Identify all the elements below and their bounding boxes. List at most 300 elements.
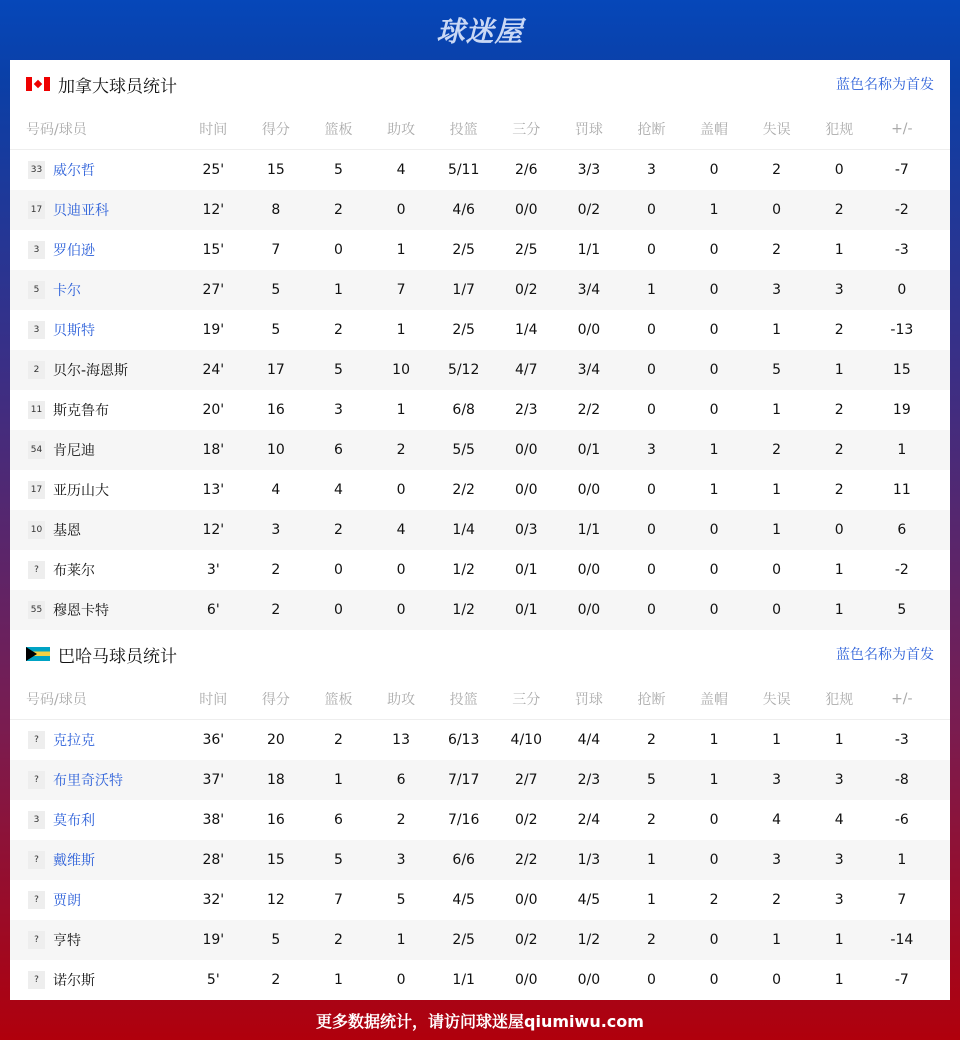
player-row xyxy=(10,390,950,430)
player-row xyxy=(10,230,950,270)
stat-cell: 12' xyxy=(202,522,225,538)
stat-cell: 28' xyxy=(202,852,225,868)
stat-cell: 1 xyxy=(334,282,343,298)
player-row xyxy=(10,760,950,800)
stat-cell: 0 xyxy=(709,932,719,948)
stat-cell: 5/11 xyxy=(447,162,480,178)
jersey-number-icon: 3 xyxy=(28,241,45,259)
stat-cell: 0/1 xyxy=(515,602,538,618)
player-name[interactable]: 克拉克 xyxy=(53,733,95,749)
stat-cell: 2 xyxy=(334,322,343,338)
stat-cell: 36' xyxy=(202,732,225,748)
stat-cell: 0 xyxy=(396,482,406,498)
stat-cell: 1 xyxy=(772,482,782,498)
column-header: 罚球 xyxy=(574,121,603,138)
stat-cell: 0 xyxy=(646,602,656,618)
jersey-number-icon: 17 xyxy=(28,201,45,219)
stat-cell: 0 xyxy=(709,562,719,578)
stat-cell: 2 xyxy=(271,602,281,618)
stat-cell: 2/4 xyxy=(577,812,601,828)
stat-cell: 19' xyxy=(202,322,225,338)
stat-cell: 1 xyxy=(834,602,844,618)
column-header: 投篮 xyxy=(449,121,478,138)
stat-cell: 4/5 xyxy=(452,892,475,908)
stat-cell: 1/2 xyxy=(577,932,601,948)
stat-cell: 1 xyxy=(709,732,719,748)
column-header: 盖帽 xyxy=(700,691,729,708)
column-header: 篮板 xyxy=(324,691,353,708)
player-row xyxy=(10,880,950,920)
stat-cell: 0/0 xyxy=(515,972,538,988)
stat-cell: 0 xyxy=(646,402,656,418)
stat-cell: 0 xyxy=(834,522,844,538)
stat-cell: 1 xyxy=(709,442,719,458)
stat-cell: 10 xyxy=(392,362,410,378)
stat-cell: 1 xyxy=(396,402,406,418)
stat-cell: 0/0 xyxy=(515,892,538,908)
stat-cell: 2/2 xyxy=(577,402,601,418)
stat-cell: 3 xyxy=(772,282,782,298)
stat-cell: 2 xyxy=(834,322,844,338)
stat-cell: 25' xyxy=(202,162,225,178)
stat-cell: 4/6 xyxy=(452,202,475,218)
player-name[interactable]: 肯尼迪 xyxy=(53,443,95,459)
top-bar xyxy=(0,0,960,60)
stat-cell: 13' xyxy=(202,482,225,498)
player-row xyxy=(10,590,950,630)
jersey-number-icon: ? xyxy=(28,971,45,989)
player-name[interactable]: 戴维斯 xyxy=(53,853,95,869)
stat-cell: 0 xyxy=(709,812,719,828)
stat-cell: 1 xyxy=(834,732,844,748)
stat-cell: 0 xyxy=(334,562,343,578)
stat-cell: 0/0 xyxy=(515,482,538,498)
stat-cell: 0 xyxy=(709,972,719,988)
stat-cell: 0 xyxy=(709,852,719,868)
stat-cell: 20 xyxy=(266,732,285,748)
jersey-number-icon: ? xyxy=(28,771,45,789)
stat-cell: 2/3 xyxy=(515,402,538,418)
column-header: 犯规 xyxy=(825,691,854,708)
player-name[interactable]: 贝斯特 xyxy=(53,323,95,339)
stat-cell: 0/2 xyxy=(515,282,538,298)
stat-cell: 2 xyxy=(646,812,656,828)
stat-cell: 19' xyxy=(202,932,225,948)
stat-cell: 0 xyxy=(772,562,782,578)
column-header: 得分 xyxy=(261,691,290,708)
stat-cell: 0 xyxy=(772,202,782,218)
stat-cell: 2 xyxy=(334,932,343,948)
player-name[interactable]: 斯克鲁布 xyxy=(53,403,109,419)
stat-cell: 2 xyxy=(334,522,343,538)
stat-cell: 1 xyxy=(396,322,406,338)
player-row xyxy=(10,150,950,190)
player-name[interactable]: 贝迪亚科 xyxy=(53,203,109,219)
stat-cell: 16 xyxy=(266,402,285,418)
player-name[interactable]: 穆恩卡特 xyxy=(53,603,109,619)
stat-cell: 0 xyxy=(396,202,406,218)
stat-cell: 15 xyxy=(266,162,285,178)
stat-cell: 6' xyxy=(206,602,220,618)
column-header: 罚球 xyxy=(574,691,603,708)
player-row xyxy=(10,310,950,350)
stat-cell: 5 xyxy=(334,362,343,378)
stat-cell: 0 xyxy=(646,482,656,498)
stat-cell: 4/7 xyxy=(515,362,538,378)
jersey-number-icon: 54 xyxy=(28,441,45,459)
player-row xyxy=(10,800,950,840)
column-header: 犯规 xyxy=(825,121,854,138)
section-header xyxy=(10,630,950,678)
stat-cell: 2 xyxy=(646,732,656,748)
stat-cell: 2/5 xyxy=(452,932,475,948)
stat-cell: 1 xyxy=(772,522,782,538)
stat-cell: 5 xyxy=(271,932,281,948)
stat-cell: 7 xyxy=(271,242,281,258)
team-section xyxy=(10,60,950,630)
stat-cell: 32' xyxy=(202,892,225,908)
stat-cell: 3 xyxy=(834,772,844,788)
stat-cell: 2 xyxy=(396,812,406,828)
column-header: +/- xyxy=(891,690,913,707)
stat-cell: 1/2 xyxy=(452,562,475,578)
stat-cell: 0/0 xyxy=(515,202,538,218)
stat-cell: 2 xyxy=(646,932,656,948)
stat-cell: 1/1 xyxy=(577,242,601,258)
stat-cell: 1/1 xyxy=(577,522,601,538)
stat-cell: 24' xyxy=(202,362,225,378)
stat-cell: 1 xyxy=(772,402,782,418)
stat-cell: 1/4 xyxy=(452,522,475,538)
stat-cell: 0/0 xyxy=(577,602,601,618)
stat-cell: 2 xyxy=(834,442,844,458)
player-name[interactable]: 卡尔 xyxy=(53,283,81,299)
stat-cell: 0 xyxy=(646,322,656,338)
stat-cell: 8 xyxy=(271,202,281,218)
stat-cell: 1/4 xyxy=(515,322,538,338)
stat-cell: 0 xyxy=(709,282,719,298)
stat-cell: 15 xyxy=(892,362,911,378)
stat-cell: 3' xyxy=(206,562,220,578)
stat-cell: 3 xyxy=(834,892,844,908)
stat-cell: 11 xyxy=(892,482,911,498)
column-header: 篮板 xyxy=(324,121,353,138)
stat-cell: 0 xyxy=(709,242,719,258)
column-header: 号码/球员 xyxy=(26,691,87,708)
stat-cell: 5/5 xyxy=(452,442,475,458)
player-row xyxy=(10,350,950,390)
stat-cell: 3 xyxy=(772,852,782,868)
player-row xyxy=(10,960,950,1000)
stat-cell: 5 xyxy=(271,322,281,338)
stat-cell: 2 xyxy=(271,562,281,578)
site-logo: 球迷屋 xyxy=(436,15,524,48)
stat-cell: 1 xyxy=(834,242,844,258)
stat-cell: 3 xyxy=(271,522,281,538)
jersey-number-icon: 55 xyxy=(28,601,45,619)
stat-cell: 0/1 xyxy=(577,442,601,458)
stat-cell: 1 xyxy=(772,932,782,948)
stat-cell: 3 xyxy=(834,282,844,298)
column-header: 抢断 xyxy=(637,691,666,708)
section-title: 巴哈马球员统计 xyxy=(58,646,177,667)
stat-cell: 4 xyxy=(396,162,406,178)
stat-cell: 5' xyxy=(206,972,220,988)
stat-cell: 1 xyxy=(646,892,656,908)
stat-cell: 3/3 xyxy=(577,162,601,178)
stat-cell: 2/5 xyxy=(515,242,538,258)
player-row xyxy=(10,510,950,550)
stat-cell: 1 xyxy=(709,202,719,218)
stat-cell: 1 xyxy=(834,562,844,578)
stat-cell: 3 xyxy=(772,772,782,788)
jersey-number-icon: ? xyxy=(28,561,45,579)
stat-cell: 6 xyxy=(396,772,406,788)
stat-cell: 0 xyxy=(646,362,656,378)
stat-cell: 6 xyxy=(897,522,907,538)
stat-cell: 5 xyxy=(334,162,343,178)
stat-cell: -2 xyxy=(894,202,909,218)
stat-cell: 0 xyxy=(646,242,656,258)
stat-cell: 0 xyxy=(897,282,907,298)
stat-cell: 5 xyxy=(396,892,406,908)
stat-cell: 5 xyxy=(334,852,343,868)
stat-cell: 7 xyxy=(334,892,343,908)
stat-cell: 2 xyxy=(834,402,844,418)
stat-cell: 1 xyxy=(772,322,782,338)
stat-cell: 0 xyxy=(396,602,406,618)
stat-cell: 3/4 xyxy=(577,362,601,378)
stat-cell: 0 xyxy=(709,602,719,618)
stat-cell: 4 xyxy=(396,522,406,538)
stat-cell: 0 xyxy=(709,362,719,378)
player-row xyxy=(10,430,950,470)
stat-cell: 7 xyxy=(897,892,907,908)
player-name[interactable]: 布里奇沃特 xyxy=(53,773,123,789)
stat-cell: 2/3 xyxy=(577,772,601,788)
stat-cell: 2 xyxy=(834,482,844,498)
column-header: 时间 xyxy=(199,121,228,138)
stat-cell: 1 xyxy=(834,362,844,378)
stat-cell: 18 xyxy=(266,772,285,788)
column-header: 得分 xyxy=(261,121,290,138)
stat-cell: -7 xyxy=(894,162,909,178)
stat-cell: 6 xyxy=(334,812,343,828)
stat-cell: 5/12 xyxy=(447,362,480,378)
stat-cell: 1 xyxy=(709,772,719,788)
stat-cell: 13 xyxy=(392,732,410,748)
stat-cell: 6/6 xyxy=(452,852,475,868)
player-name[interactable]: 威尔哲 xyxy=(53,163,95,179)
stat-cell: 2/2 xyxy=(452,482,475,498)
stat-cell: 2 xyxy=(772,442,782,458)
stat-cell: 1 xyxy=(897,442,907,458)
column-header: 号码/球员 xyxy=(26,121,87,138)
player-row xyxy=(10,920,950,960)
stat-cell: 5 xyxy=(772,362,782,378)
stat-cell: 0/0 xyxy=(577,482,601,498)
stat-cell: -2 xyxy=(894,562,909,578)
section-title: 加拿大球员统计 xyxy=(58,76,177,97)
stat-cell: 1/3 xyxy=(577,852,601,868)
stat-cell: 0/2 xyxy=(515,812,538,828)
stat-cell: 7 xyxy=(396,282,406,298)
stat-cell: 1 xyxy=(709,482,719,498)
stat-cell: 0 xyxy=(646,202,656,218)
section-header xyxy=(10,60,950,108)
stat-cell: 15 xyxy=(266,852,285,868)
jersey-number-icon: 2 xyxy=(28,361,45,379)
stat-cell: 7/16 xyxy=(447,812,480,828)
stat-cell: 4/10 xyxy=(510,732,542,748)
player-name[interactable]: 基恩 xyxy=(53,523,81,539)
column-header: 失误 xyxy=(762,121,791,138)
player-row xyxy=(10,840,950,880)
starter-note: 蓝色名称为首发 xyxy=(836,77,934,93)
stat-cell: 0 xyxy=(772,602,782,618)
stat-cell: 0 xyxy=(772,972,782,988)
stat-cell: 0 xyxy=(834,162,844,178)
stat-cell: 4/4 xyxy=(577,732,601,748)
stat-cell: 4 xyxy=(834,812,844,828)
stat-cell: 1 xyxy=(396,242,406,258)
stat-cell: 1 xyxy=(834,932,844,948)
column-header: 投篮 xyxy=(449,691,478,708)
player-row xyxy=(10,720,950,760)
player-row xyxy=(10,270,950,310)
column-header: 助攻 xyxy=(387,121,416,138)
stat-cell: 2/2 xyxy=(515,852,538,868)
stat-cell: 12' xyxy=(202,202,225,218)
stat-cell: 0 xyxy=(396,562,406,578)
stat-cell: 1 xyxy=(897,852,907,868)
stat-cell: 2 xyxy=(334,202,343,218)
stat-cell: 4/5 xyxy=(577,892,601,908)
player-name[interactable]: 贝尔-海恩斯 xyxy=(53,363,129,379)
column-header: 助攻 xyxy=(387,691,416,708)
player-name[interactable]: 贾朗 xyxy=(53,893,81,909)
stat-cell: -14 xyxy=(890,932,914,948)
stat-cell: 0/0 xyxy=(577,972,601,988)
stat-cell: 7/17 xyxy=(447,772,480,788)
stat-cell: 16 xyxy=(266,812,285,828)
starter-note: 蓝色名称为首发 xyxy=(836,647,934,663)
column-header-row xyxy=(10,678,950,720)
stat-cell: 1 xyxy=(772,732,782,748)
stat-cell: 6/13 xyxy=(447,732,480,748)
stat-cell: 2 xyxy=(772,892,782,908)
stat-cell: 3 xyxy=(334,402,343,418)
stat-cell: 1 xyxy=(396,932,406,948)
player-name[interactable]: 布莱尔 xyxy=(53,563,95,579)
column-header: 时间 xyxy=(199,691,228,708)
jersey-number-icon: ? xyxy=(28,931,45,949)
stat-cell: 17 xyxy=(266,362,285,378)
stat-cell: 0 xyxy=(709,162,719,178)
stat-cell: -7 xyxy=(894,972,909,988)
stat-cell: 6 xyxy=(334,442,343,458)
stat-cell: 3 xyxy=(396,852,406,868)
stat-cell: 38' xyxy=(202,812,225,828)
stats-card xyxy=(10,60,950,1000)
stat-cell: -3 xyxy=(894,242,909,258)
footer-banner: 更多数据统计，请访问球迷屋qiumiwu.com xyxy=(316,1011,644,1031)
stat-cell: 0/2 xyxy=(515,932,538,948)
column-header: 盖帽 xyxy=(700,121,729,138)
stat-cell: 3 xyxy=(646,442,656,458)
jersey-number-icon: 10 xyxy=(28,521,45,539)
stat-cell: 3 xyxy=(646,162,656,178)
column-header: 三分 xyxy=(512,121,541,138)
jersey-number-icon: ? xyxy=(28,851,45,869)
stat-cell: 4 xyxy=(772,812,782,828)
stat-cell: 2 xyxy=(772,242,782,258)
column-header: 抢断 xyxy=(637,121,666,138)
stat-cell: 10 xyxy=(266,442,285,458)
stat-cell: 2 xyxy=(271,972,281,988)
column-header: +/- xyxy=(891,120,913,137)
jersey-number-icon: 33 xyxy=(28,161,45,179)
stat-cell: 0 xyxy=(396,972,406,988)
jersey-number-icon: 5 xyxy=(28,281,45,299)
column-header: 三分 xyxy=(512,691,541,708)
player-row xyxy=(10,470,950,510)
stat-cell: 0 xyxy=(709,322,719,338)
stat-cell: -3 xyxy=(894,732,909,748)
stat-cell: 2/5 xyxy=(452,322,475,338)
stat-cell: 1 xyxy=(646,852,656,868)
jersey-number-icon: 17 xyxy=(28,481,45,499)
player-name[interactable]: 亚历山大 xyxy=(53,483,109,499)
stat-cell: 0 xyxy=(334,602,343,618)
jersey-number-icon: 3 xyxy=(28,321,45,339)
stat-cell: 0/0 xyxy=(515,442,538,458)
stat-cell: 2 xyxy=(334,732,343,748)
stat-cell: -13 xyxy=(890,322,914,338)
stat-cell: 5 xyxy=(271,282,281,298)
stat-cell: 2 xyxy=(772,162,782,178)
stat-cell: 1/2 xyxy=(452,602,475,618)
player-name[interactable]: 罗伯逊 xyxy=(53,243,95,259)
canada-flag-icon xyxy=(26,77,50,91)
stat-cell: 0/3 xyxy=(515,522,538,538)
stat-cell: 19 xyxy=(892,402,911,418)
player-name[interactable]: 亨特 xyxy=(53,933,81,949)
stat-cell: 0 xyxy=(646,562,656,578)
stat-cell: 1 xyxy=(834,972,844,988)
stat-cell: 27' xyxy=(202,282,225,298)
stat-cell: 4 xyxy=(271,482,281,498)
stat-cell: -6 xyxy=(894,812,909,828)
player-name[interactable]: 莫布利 xyxy=(53,813,95,829)
stat-cell: 3/4 xyxy=(577,282,601,298)
stat-cell: 0 xyxy=(334,242,343,258)
stat-cell: 5 xyxy=(897,602,907,618)
stat-cell: 0/1 xyxy=(515,562,538,578)
team-section xyxy=(10,630,950,1000)
stat-cell: 2 xyxy=(709,892,719,908)
stat-cell: 0/0 xyxy=(577,322,601,338)
stat-cell: 1 xyxy=(646,282,656,298)
stat-cell: 0 xyxy=(709,522,719,538)
stat-cell: -8 xyxy=(894,772,909,788)
player-name[interactable]: 诺尔斯 xyxy=(53,973,95,989)
stat-cell: 6/8 xyxy=(452,402,475,418)
stat-cell: 1 xyxy=(334,972,343,988)
stat-cell: 0 xyxy=(646,972,656,988)
stat-cell: 0 xyxy=(646,522,656,538)
stat-cell: 37' xyxy=(202,772,225,788)
